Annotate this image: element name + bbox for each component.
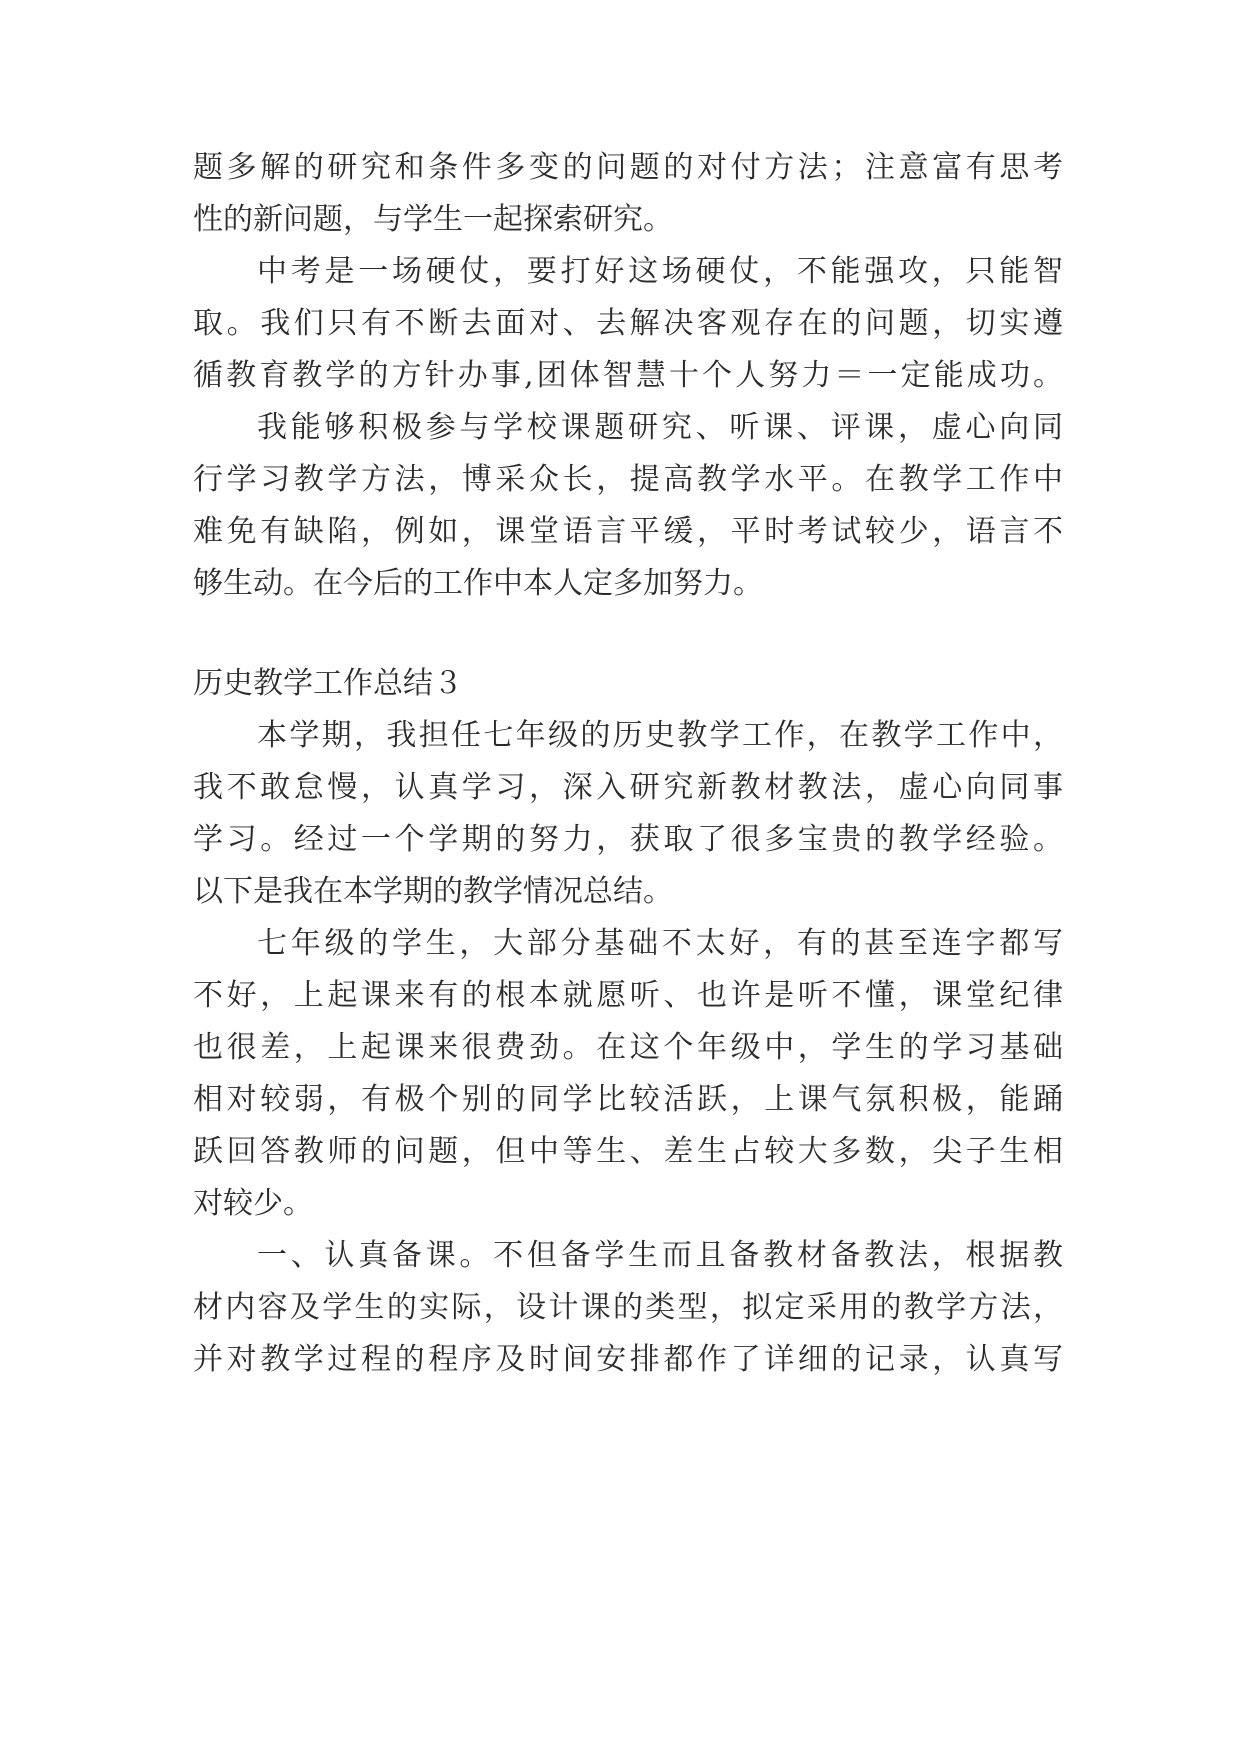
paragraph-first-line: 一、认真备课。不但备学生而且备教材备教法，根据教 xyxy=(257,1238,1063,1273)
text-line: 难免有缺陷，例如，课堂语言平缓，平时考试较少，语言不 xyxy=(193,514,1063,549)
text-line: 取。我们只有不断去面对、去解决客观存在的问题，切实遵 xyxy=(193,306,1063,341)
paragraph-first-line: 七年级的学生，大部分基础不太好，有的甚至连字都写 xyxy=(257,926,1063,961)
section-heading: 历史教学工作总结３ xyxy=(193,666,463,701)
text-line: 学习。经过一个学期的努力，获取了很多宝贵的教学经验。 xyxy=(193,822,1063,857)
text-line: 相对较弱，有极个别的同学比较活跃，上课气氛积极，能踊 xyxy=(193,1082,1063,1117)
text-line: 我不敢怠慢，认真学习，深入研究新教材教法，虚心向同事 xyxy=(193,770,1063,805)
text-line: 性的新问题，与学生一起探索研究。 xyxy=(193,202,673,237)
text-line: 够生动。在今后的工作中本人定多加努力。 xyxy=(193,566,763,601)
text-line: 循教育教学的方针办事,团体智慧十个人努力＝一定能成功。 xyxy=(193,358,1063,393)
text-line: 对较少。 xyxy=(193,1186,313,1221)
text-line: 也很差，上起课来很费劲。在这个年级中，学生的学习基础 xyxy=(193,1030,1063,1065)
paragraph-first-line: 我能够积极参与学校课题研究、听课、评课，虚心向同 xyxy=(257,410,1063,445)
text-line: 以下是我在本学期的教学情况总结。 xyxy=(193,874,673,909)
text-line: 并对教学过程的程序及时间安排都作了详细的记录，认真写 xyxy=(193,1342,1063,1377)
paragraph-first-line: 本学期，我担任七年级的历史教学工作，在教学工作中， xyxy=(257,718,1063,753)
text-line: 跃回答教师的问题，但中等生、差生占较大多数，尖子生相 xyxy=(193,1134,1063,1169)
paragraph-first-line: 中考是一场硬仗，要打好这场硬仗，不能强攻，只能智 xyxy=(257,254,1063,289)
text-line: 行学习教学方法，博采众长，提高教学水平。在教学工作中 xyxy=(193,462,1063,497)
text-line: 题多解的研究和条件多变的问题的对付方法；注意富有思考 xyxy=(193,150,1063,185)
text-line: 不好，上起课来有的根本就愿听、也许是听不懂，课堂纪律 xyxy=(193,978,1063,1013)
text-line: 材内容及学生的实际，设计课的类型，拟定采用的教学方法， xyxy=(193,1290,1063,1325)
